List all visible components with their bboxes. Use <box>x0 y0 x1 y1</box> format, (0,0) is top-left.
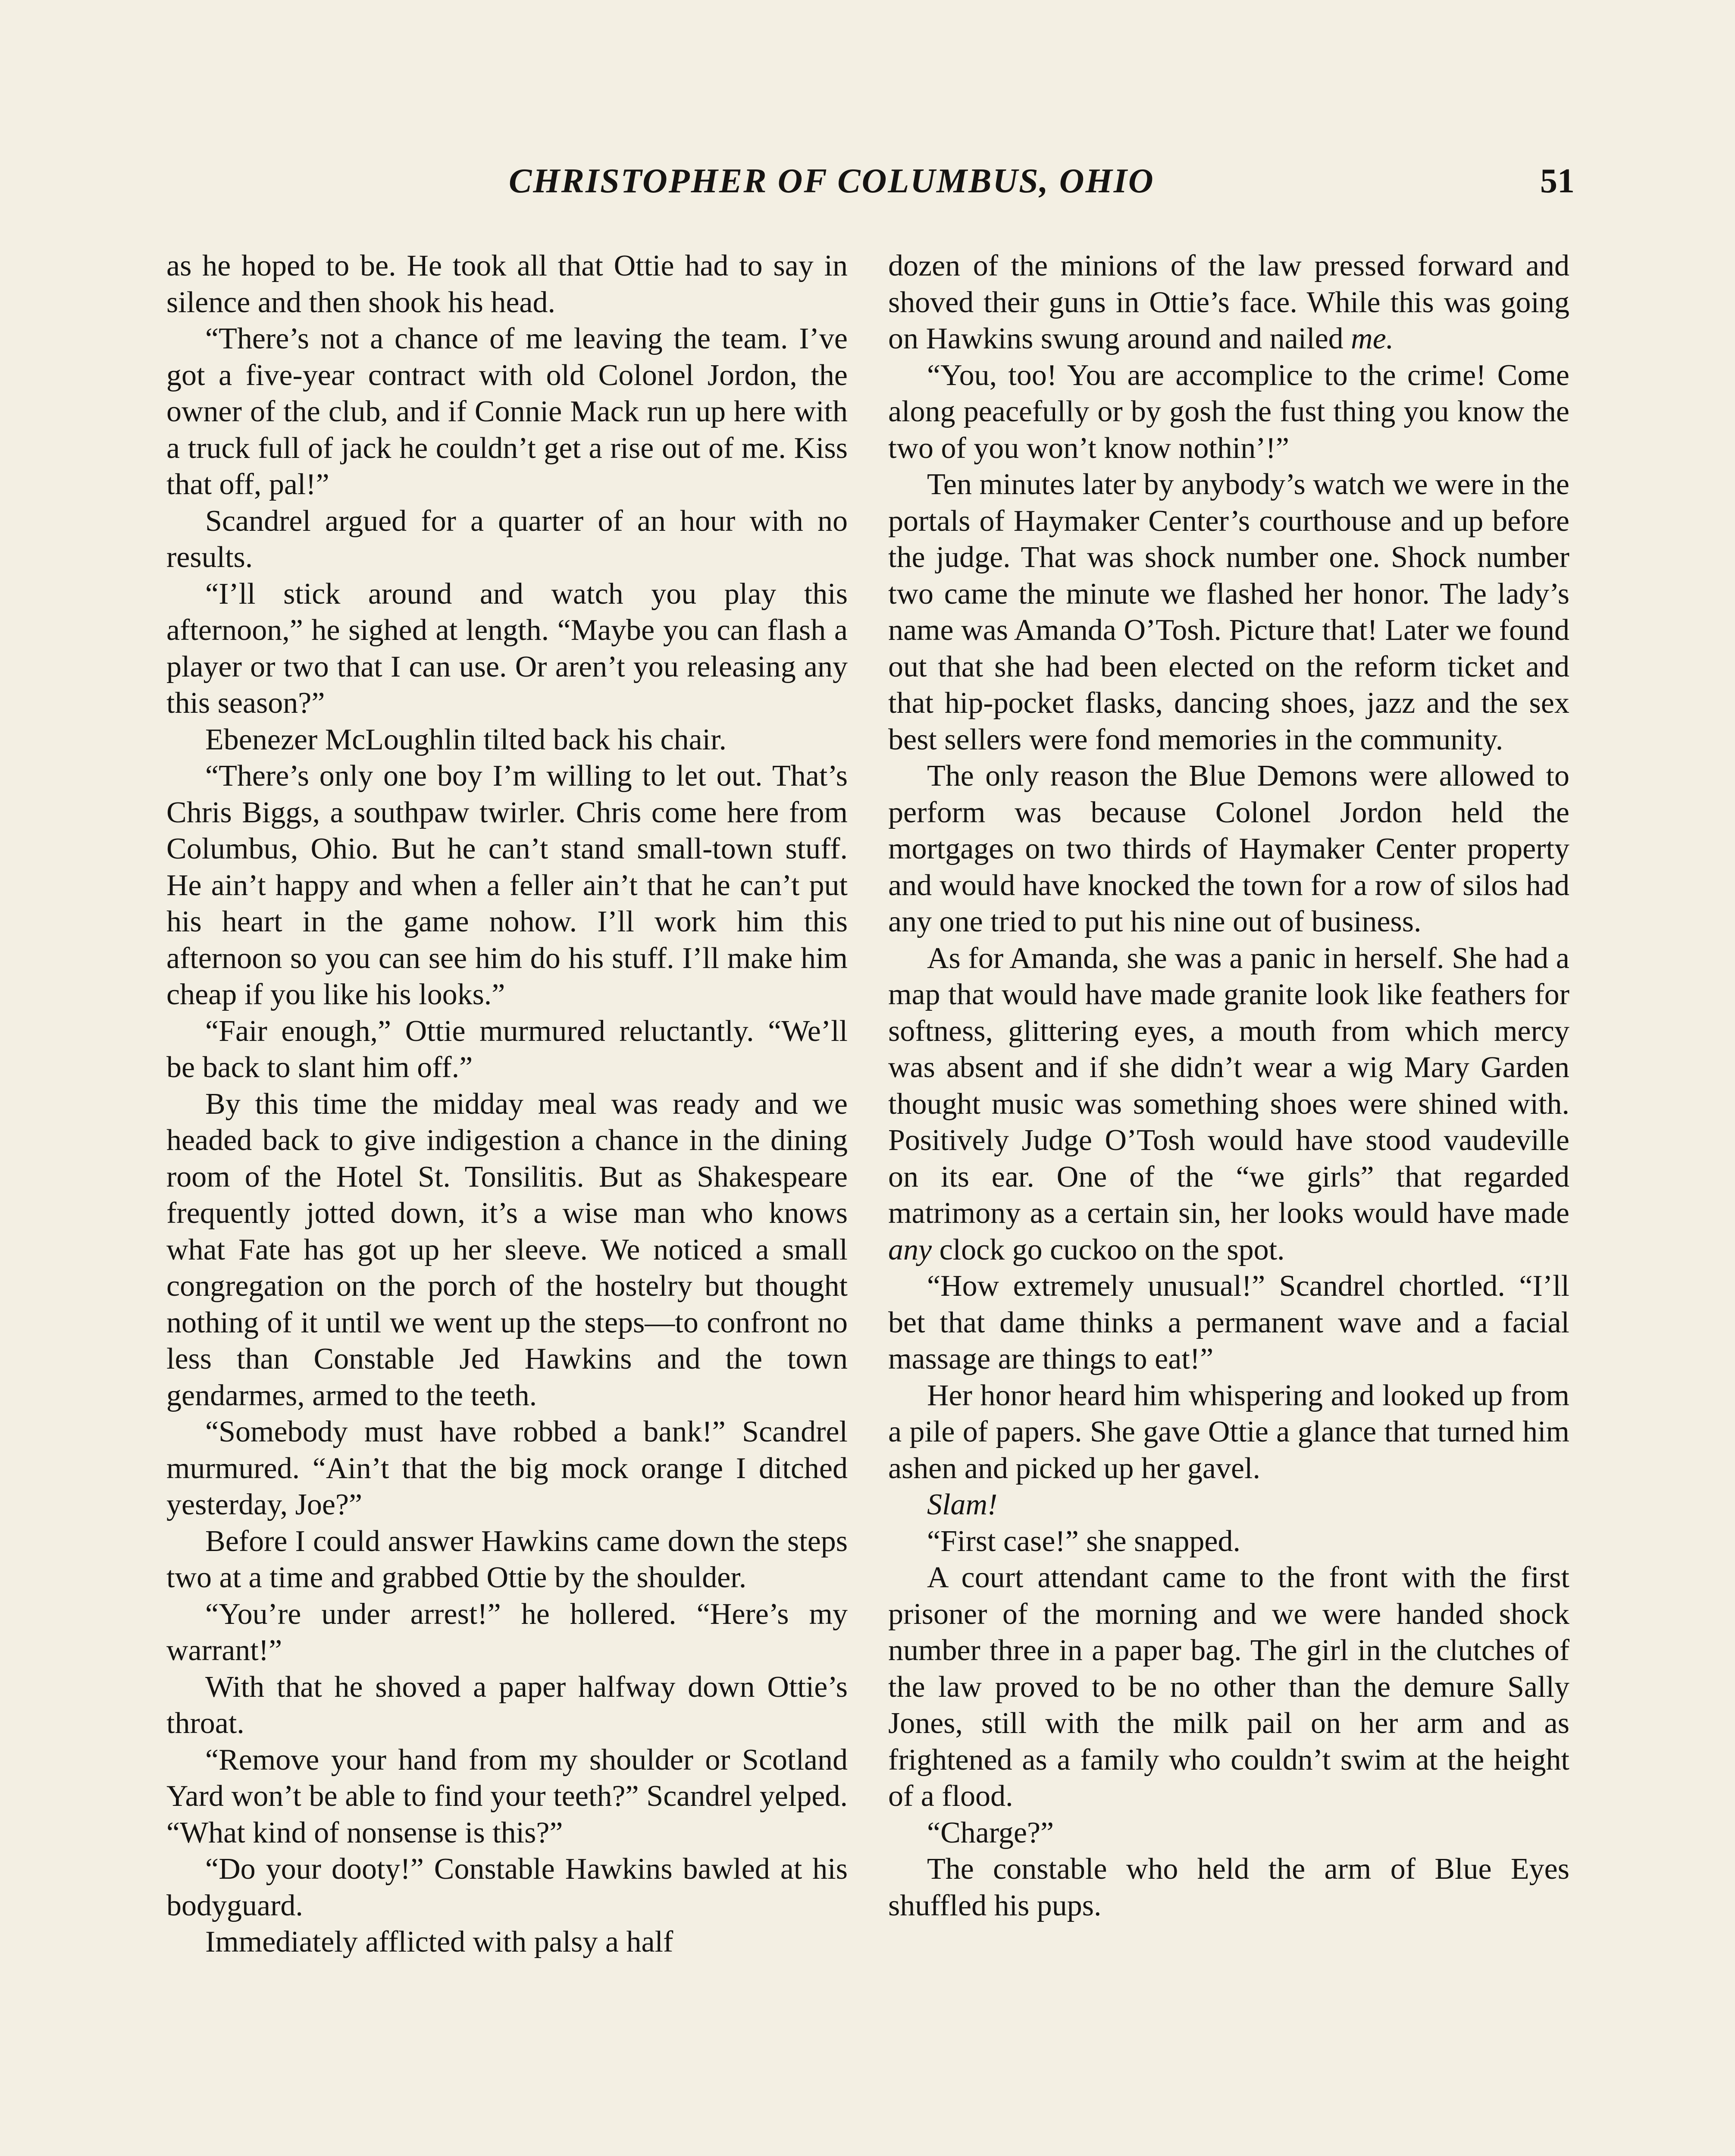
paragraph: “Fair enough,” Ottie murmured reluctantly. “We’ll be back to slant him off.” <box>166 1014 848 1084</box>
paragraph: “First case!” she snapped. <box>927 1524 1240 1558</box>
paragraph: “There’s not a chance of me leaving the team. I’ve got a five-year contract with old Colonel Jordon, the owner of the club, and if Connie Mack run up here with a truck full of jack he couldn’t get a rise out of me. Kiss that off, pal!” <box>166 322 848 501</box>
paragraph: Before I could answer Hawkins came down the steps two at a time and grabbed Ottie by the shoulder. <box>166 1524 848 1594</box>
paragraph: The constable who held the arm of Blue Eyes shuffled his pups. <box>888 1852 1569 1922</box>
emphasis-text: any <box>888 1233 932 1266</box>
running-head-title: CHRISTOPHER OF COLUMBUS, OHIO <box>509 162 1155 200</box>
paragraph: “Do your dooty!” Constable Hawkins bawled at his bodyguard. <box>166 1852 848 1922</box>
paragraph-text: dozen of the minions of the law pressed forward and shoved their guns in Ottie’s face. While this was going on Hawkins swung around and nailed <box>888 249 1569 355</box>
paragraph: Her honor heard him whispering and looked up from a pile of papers. She gave Ottie a glance that turned him ashen and picked up her gavel. <box>888 1379 1569 1485</box>
paragraph: “You’re under arrest!” he hollered. “Here’s my warrant!” <box>166 1597 848 1667</box>
paragraph-text: clock go cuckoo on the spot. <box>932 1233 1285 1266</box>
paragraph: By this time the midday meal was ready and we headed back to give indigestion a chance in the dining room of the Hotel St. Tonsilitis. But as Shakespeare frequently jotted down, it’s a wise man who knows what Fate has got up her sleeve. We noticed a small congregation on the porch of the hostelry but thought nothing of it until we went up the steps—to confront no less than Constable Jed Hawkins and the town gendarmes, armed to the teeth. <box>166 1087 848 1412</box>
page-number: 51 <box>1540 162 1575 200</box>
paragraph: The only reason the Blue Demons were allowed to perform was because Colonel Jordon held the mortgages on two thirds of Haymaker Center property and would have knocked the town for a row of silos had any one tried to put his nine out of business. <box>888 759 1569 938</box>
paragraph: “I’ll stick around and watch you play this afternoon,” he sighed at length. “Maybe you can flash a player or two that I can use. Or aren’t you releasing any this season?” <box>166 577 848 720</box>
paragraph: “Charge?” <box>927 1816 1054 1849</box>
paragraph: Ebenezer McLoughlin tilted back his chair. <box>205 723 727 756</box>
left-column <box>166 248 848 1961</box>
paragraph <box>888 248 1569 357</box>
paragraph: “There’s only one boy I’m willing to let out. That’s Chris Biggs, a southpaw twirler. Chris come here from Columbus, Ohio. But he can’t stand small-town stuff. He ain’t happy and when a feller ain’t that he can’t put his heart in the game nohow. I’ll work him this afternoon so you can see him do his stuff. I’ll make him cheap if you like his looks.” <box>166 759 848 1011</box>
paragraph: Ten minutes later by anybody’s watch we were in the portals of Haymaker Center’s courthouse and up before the judge. That was shock number one. Shock number two came the minute we flashed her honor. The lady’s name was Amanda O’Tosh. Picture that! Later we found out that she had been elected on the reform ticket and that hip-pocket flasks, dancing shoes, jazz and the sex best sellers were fond memories in the community. <box>888 468 1569 756</box>
paragraph-text: As for Amanda, she was a panic in herself. She had a map that would have made granite look like feathers for softness, glittering eyes, a mouth from which mercy was absent and if she didn’t wear a wig Mary Garden thought music was something shoes were shined with. Positively Judge O’Tosh would have stood vaudeville on its ear. One of the “we girls” that regarded matrimony as a certain sin, her looks would have made <box>888 941 1569 1230</box>
paragraph: “You, too! You are accomplice to the crime! Come along peacefully or by gosh the fust thing you know the two of you won’t know nothin’!” <box>888 358 1569 465</box>
paragraph: Scandrel argued for a quarter of an hour with no results. <box>166 504 848 574</box>
emphasis-text: me. <box>1351 322 1394 355</box>
paragraph: “Remove your hand from my shoulder or Scotland Yard won’t be able to find your teeth?” Scandrel yelped. “What kind of nonsense is this?” <box>166 1743 848 1849</box>
paragraph <box>888 1487 1569 1523</box>
paragraph <box>888 940 1569 1269</box>
emphasis-text: Slam! <box>927 1488 998 1521</box>
paragraph: as he hoped to be. He took all that Ottie had to say in silence and then shook his head. <box>166 249 848 319</box>
paragraph: Immediately afflicted with palsy a half <box>205 1925 673 1959</box>
paragraph: With that he shoved a paper halfway down Ottie’s throat. <box>166 1670 848 1740</box>
right-column <box>888 248 1569 1924</box>
paragraph: A court attendant came to the front with the first prisoner of the morning and we were handed shock number three in a paper bag. The girl in the clutches of the law proved to be no other than the demure Sally Jones, still with the milk pail on her arm and as frightened as a family who couldn’t swim at the height of a flood. <box>888 1561 1569 1813</box>
paragraph: “How extremely unusual!” Scandrel chortled. “I’ll bet that dame thinks a permanent wave and a facial massage are things to eat!” <box>888 1269 1569 1376</box>
paragraph: “Somebody must have robbed a bank!” Scandrel murmured. “Ain’t that the big mock orange I ditched yesterday, Joe?” <box>166 1415 848 1521</box>
